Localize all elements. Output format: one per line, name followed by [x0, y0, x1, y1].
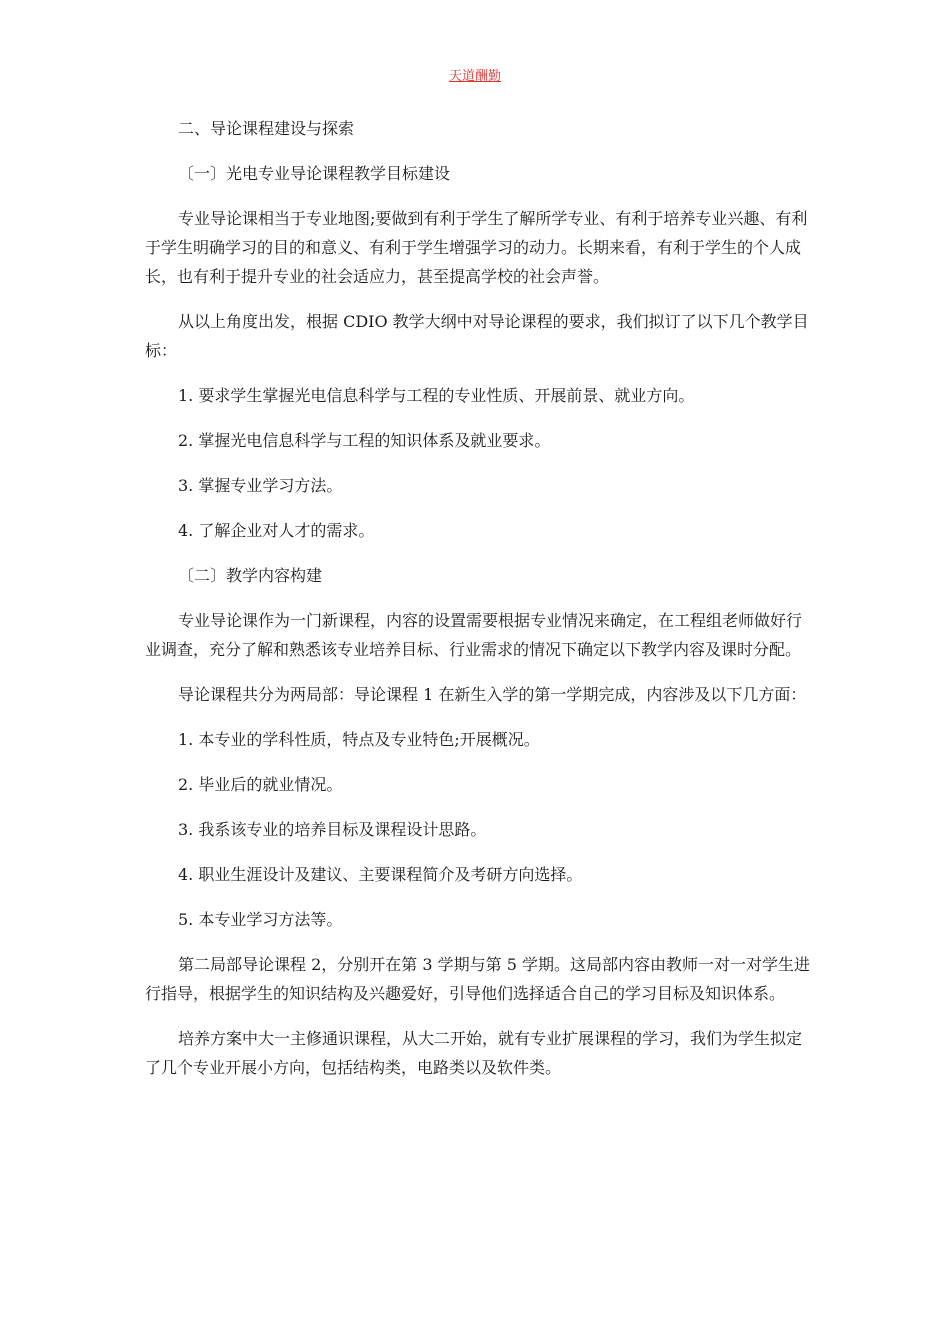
subsection-heading: 〔二〕教学内容构建: [178, 566, 323, 585]
paragraph: 专业导论课作为一门新课程，内容的设置需要根据专业情况来确定，在工程组老师做好行业调查，充分了解和熟悉该专业培养目标、行业需求的情况下确定以下教学内容及课时分配。: [145, 611, 803, 659]
list-item: 2. 掌握光电信息科学与工程的知识体系及就业要求。: [178, 431, 551, 450]
paragraph: 从以上角度出发，根据 CDIO 教学大纲中对导论课程的要求，我们拟订了以下几个教学目标：: [145, 312, 809, 360]
list-item: 1. 本专业的学科性质，特点及专业特色;开展概况。: [178, 730, 540, 749]
paragraph: 培养方案中大一主修通识课程，从大二开始，就有专业扩展课程的学习，我们为学生拟定了几个专业开展小方向，包括结构类，电路类以及软件类。: [145, 1029, 803, 1077]
list-item: 2. 毕业后的就业情况。: [178, 775, 343, 794]
section-heading: 二、导论课程建设与探索: [178, 119, 355, 138]
list-item: 1. 要求学生掌握光电信息科学与工程的专业性质、开展前景、就业方向。: [178, 386, 695, 405]
paragraph: 专业导论课相当于专业地图;要做到有利于学生了解所学专业、有利于培养专业兴趣、有利于学生明确学习的目的和意义、有利于学生增强学习的动力。长期来看，有利于学生的个人成长，也有利于提升专业的社会适应力，甚至提高学校的社会声誉。: [145, 209, 808, 286]
paragraph: 第二局部导论课程 2，分别开在第 3 学期与第 5 学期。这局部内容由教师一对一对学生进行指导，根据学生的知识结构及兴趣爱好，引导他们选择适合自己的学习目标及知识体系。: [145, 955, 810, 1003]
list-item: 4. 了解企业对人才的需求。: [178, 521, 375, 540]
document-body: [145, 114, 811, 1098]
list-item: 3. 掌握专业学习方法。: [178, 476, 343, 495]
paragraph: 导论课程共分为两局部：导论课程 1 在新生入学的第一学期完成，内容涉及以下几方面：: [178, 685, 807, 704]
subsection-heading: 〔一〕光电专业导论课程教学目标建设: [178, 164, 451, 183]
list-item: 3. 我系该专业的培养目标及课程设计思路。: [178, 820, 487, 839]
header-link[interactable]: 天道酬勤: [448, 69, 501, 84]
list-item: 5. 本专业学习方法等。: [178, 910, 343, 929]
list-item: 4. 职业生涯设计及建议、主要课程简介及考研方向选择。: [178, 865, 583, 884]
